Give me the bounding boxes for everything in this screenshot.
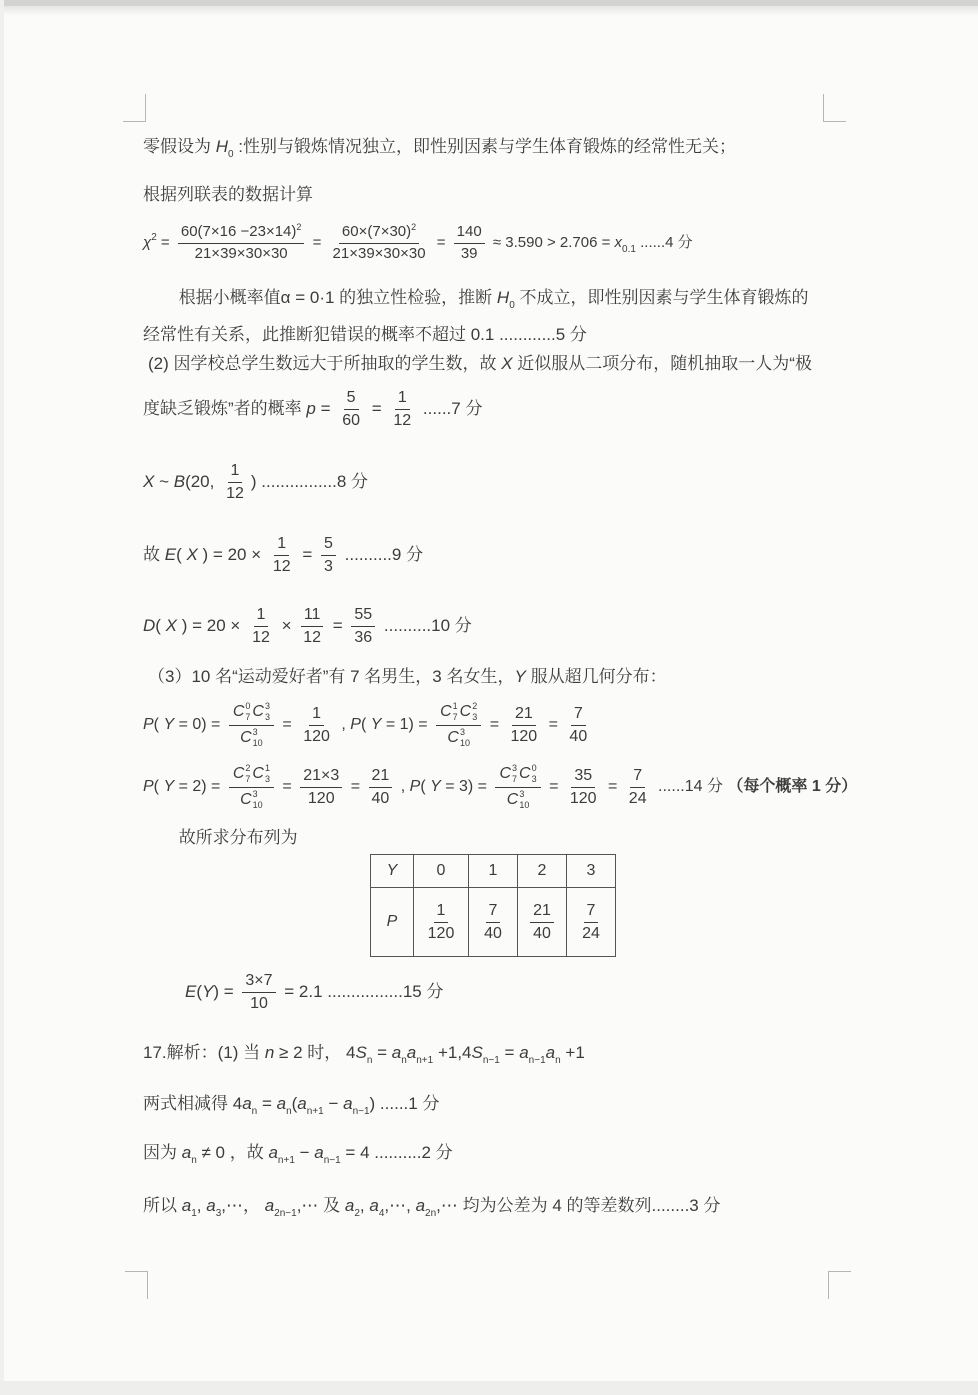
table-row-values [371,855,616,888]
page-bottom-edge [0,1381,978,1395]
para-distribution-intro: 故所求分布列为 [178,828,298,848]
para-q17-step2: 两式相减得 $4a_n = a_n(a_{n+1} - a_{n-1})$ ......1 分 [143,1094,440,1117]
table-cell: 1 [469,855,518,888]
crop-mark-bottom-right-icon [828,1271,851,1299]
formula-expectation-x: 故 E( X ) = 20 × $\frac{1}{12}$ = $\frac{5}{3}$ ..........9 分 [143,535,424,576]
para-conclusion-5pts: 经常性有关系，此推断犯错误的概率不超过 0.1 ............5 分 [143,325,587,345]
formula-expectation-y: E(Y) = $\frac{3\times 7}{10}$ = 2.1 ................15 分 [185,972,444,1013]
table-row-probabilities [371,888,616,957]
para-q17-step3: 因为 $a_n \ne 0$ ，故 $a_{n+1} - a_{n-1} = 4$ ..........2 分 [143,1142,453,1166]
para-part3-intro: （3）10 名“运动爱好者”有 7 名男生，3 名女生，Y 服从超几何分布： [148,667,667,687]
formula-hypergeom-p0-p1: P( Y = 0) = C 0 7 C 3 3 C 3 10 = $\frac{1}{120}$ , P( Y = 1) = C 1 7 C 2 3 C 3 10 = $\frac{21}{120}$ = $\frac{7}{40}$ [143,701,588,748]
table-cell: $\frac{7}{24}$ [567,888,616,957]
crop-mark-top-right-icon [823,94,846,122]
crop-mark-top-left-icon [123,94,146,122]
table-cell: 0 [414,855,469,888]
formula-variance-x: D( X ) = 20 × $\frac{1}{12}$ × $\frac{11}{12}$ = $\frac{55}{36}$ ..........10 分 [143,606,472,647]
para-independence-test: 根据小概率值α = 0·1 的独立性检验，推断 $H_0$ 不成立，即性别因素与学生体育锻炼的 [178,288,809,312]
page-left-edge [0,0,4,1395]
page-top-edge-fade [0,6,978,16]
para-null-hypothesis: 零假设为 $H_0$ :性别与锻炼情况独立，即性别因素与学生体育锻炼的经常性无关； [143,137,737,160]
formula-chi-square: $\chi^2$ = $\frac{60(7\times 16 -23\times 14)^2}{21\times 39\times 30\times 30}$ = $\frac{60\times(7\times 30)^2}{21\times 39\times 30\times 30}$ = $\frac{140}{39}$ ≈ $3.590 > 2.706 = x_{0.1}$ ......4 分 [143,221,693,262]
para-q17-step4: 所以 $a_1$, $a_3,\cdots$， $a_{2n-1},\cdots$ 及 $a_2$, $a_4,\cdots$, $a_{2n},\cdots$ 均为公差为 4 的等差数列........3 分 [143,1195,721,1219]
formula-binomial-distribution: X ~ B(20, $\frac{1}{12}$ ) ................8 分 [143,462,369,503]
formula-hypergeom-p2-p3: P( Y = 2) = C 2 7 C 1 3 C 3 10 = $\frac{21\times 3}{120}$ = $\frac{21}{40}$ , P( Y = 3) = C 3 7 C 0 3 C 3 10 = $\frac{35}{120}$ = $\frac{7}{24}$ ......14 分 （每个概率 1 分） [143,763,858,810]
para-contingency-calc: 根据列联表的数据计算 [143,184,313,204]
crop-mark-bottom-left-icon [125,1271,148,1299]
table-cell: $\frac{1}{120}$ [414,888,469,957]
table-cell: $\frac{7}{40}$ [469,888,518,957]
table-cell: $\frac{21}{40}$ [518,888,567,957]
para-q17-step1: 17.解析：(1) 当 n ≥ 2 时， $4S_n = a_na_{n+1} +1,4S_{n-1} = a_{n-1}a_n +1$ [143,1043,585,1067]
distribution-table [370,854,616,957]
para-part2-intro: (2) 因学校总学生数远大于所抽取的学生数，故 X 近似服从二项分布，随机抽取一人为“极 [148,354,812,374]
table-cell: Y [371,855,414,888]
table-cell: 3 [567,855,616,888]
table-cell: 2 [518,855,567,888]
table-cell: P [371,888,414,957]
document-content [143,136,858,1218]
formula-probability-p: 度缺乏锻炼”者的概率 p = $\frac{5}{60}$ = $\frac{1}{12}$ ......7 分 [143,389,483,430]
